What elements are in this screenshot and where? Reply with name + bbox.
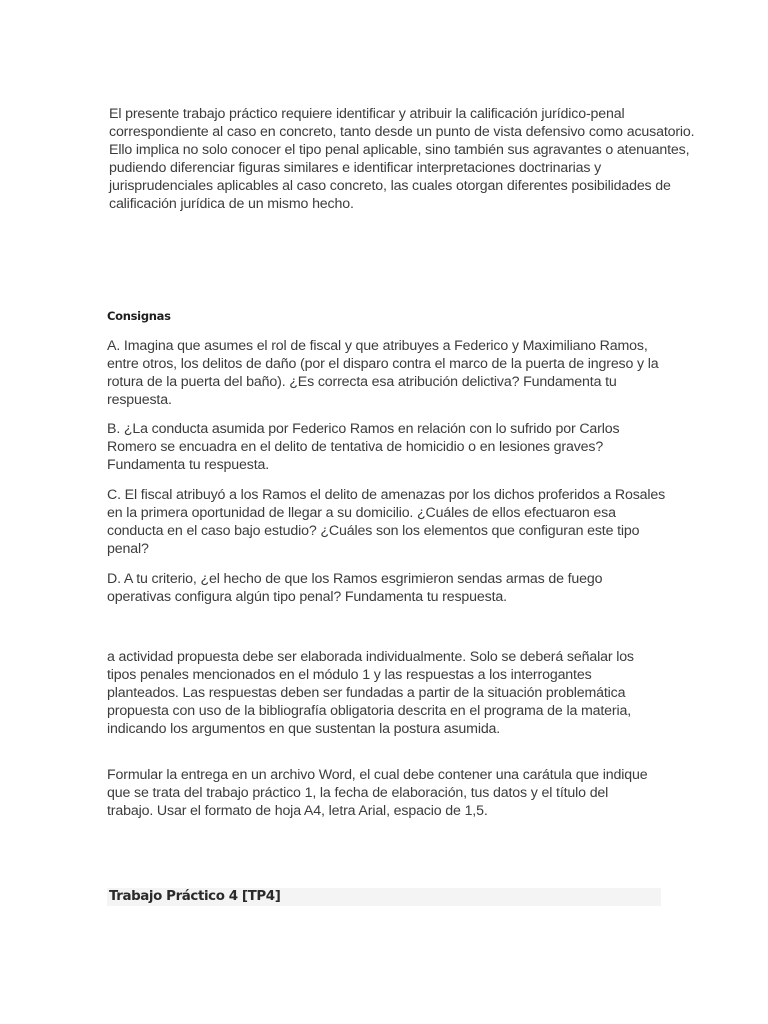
section-title-bar [107, 888, 661, 906]
question-a: A. Imagina que asumes el rol de fiscal y que atribuyes a Federico y Maximiliano Ramos, entre otros, los delitos de daño (por el disparo contra el marco de la puerta de ingreso y la rotura de la puerta del baño). ¿Es correcta esa atribución delictiva? Fundamenta tu respuesta. [107, 338, 659, 408]
instructions-paragraph: a actividad propuesta debe ser elaborada individualmente. Solo se deberá señalar los tipos penales mencionados en el módulo 1 y las respuestas a los interrogantes planteados. Las respuestas deben ser fundadas a partir de la situación problemática propuesta con uso de la bibliografía obligatoria descrita en el programa de la materia, indicando los argumentos en que sustentan la postura asumida. [107, 649, 634, 737]
intro-paragraph: El presente trabajo práctico requiere identificar y atribuir la calificación jurídico-penal correspondiente al caso en concreto, tanto desde un punto de vista defensivo como acusatorio. Ello implica no solo conocer el tipo penal aplicable, sino también sus agravantes o atenuantes, pudiendo diferenciar figuras similares e identificar interpretaciones doctrinarias y jurisprudenciales aplicables al caso concreto, las cuales otorgan diferentes posibilidades de calificación jurídica de un mismo hecho. [109, 106, 695, 212]
question-b: B. ¿La conducta asumida por Federico Ramos en relación con lo sufrido por Carlos Romero se encuadra en el delito de tentativa de homicidio o en lesiones graves? Fundamenta tu respuesta. [107, 421, 620, 473]
section-title: Trabajo Práctico 4 [TP4] [109, 889, 281, 904]
submission-paragraph: Formular la entrega en un archivo Word, el cual debe contener una carátula que indique que se trata del trabajo práctico 1, la fecha de elaboración, tus datos y el título del trabajo. Usar el formato de hoja A4, letra Arial, espacio de 1,5. [107, 767, 648, 819]
consignas-heading: Consignas [107, 309, 171, 323]
question-d: D. A tu criterio, ¿el hecho de que los Ramos esgrimieron sendas armas de fuego operativas configura algún tipo penal? Fundamenta tu respuesta. [107, 571, 603, 605]
question-c: C. El fiscal atribuyó a los Ramos el delito de amenazas por los dichos proferidos a Rosales en la primera oportunidad de llegar a su domicilio. ¿Cuáles de ellos efectuaron esa conducta en el caso bajo estudio? ¿Cuáles son los elementos que configuran este tipo penal? [107, 487, 666, 557]
